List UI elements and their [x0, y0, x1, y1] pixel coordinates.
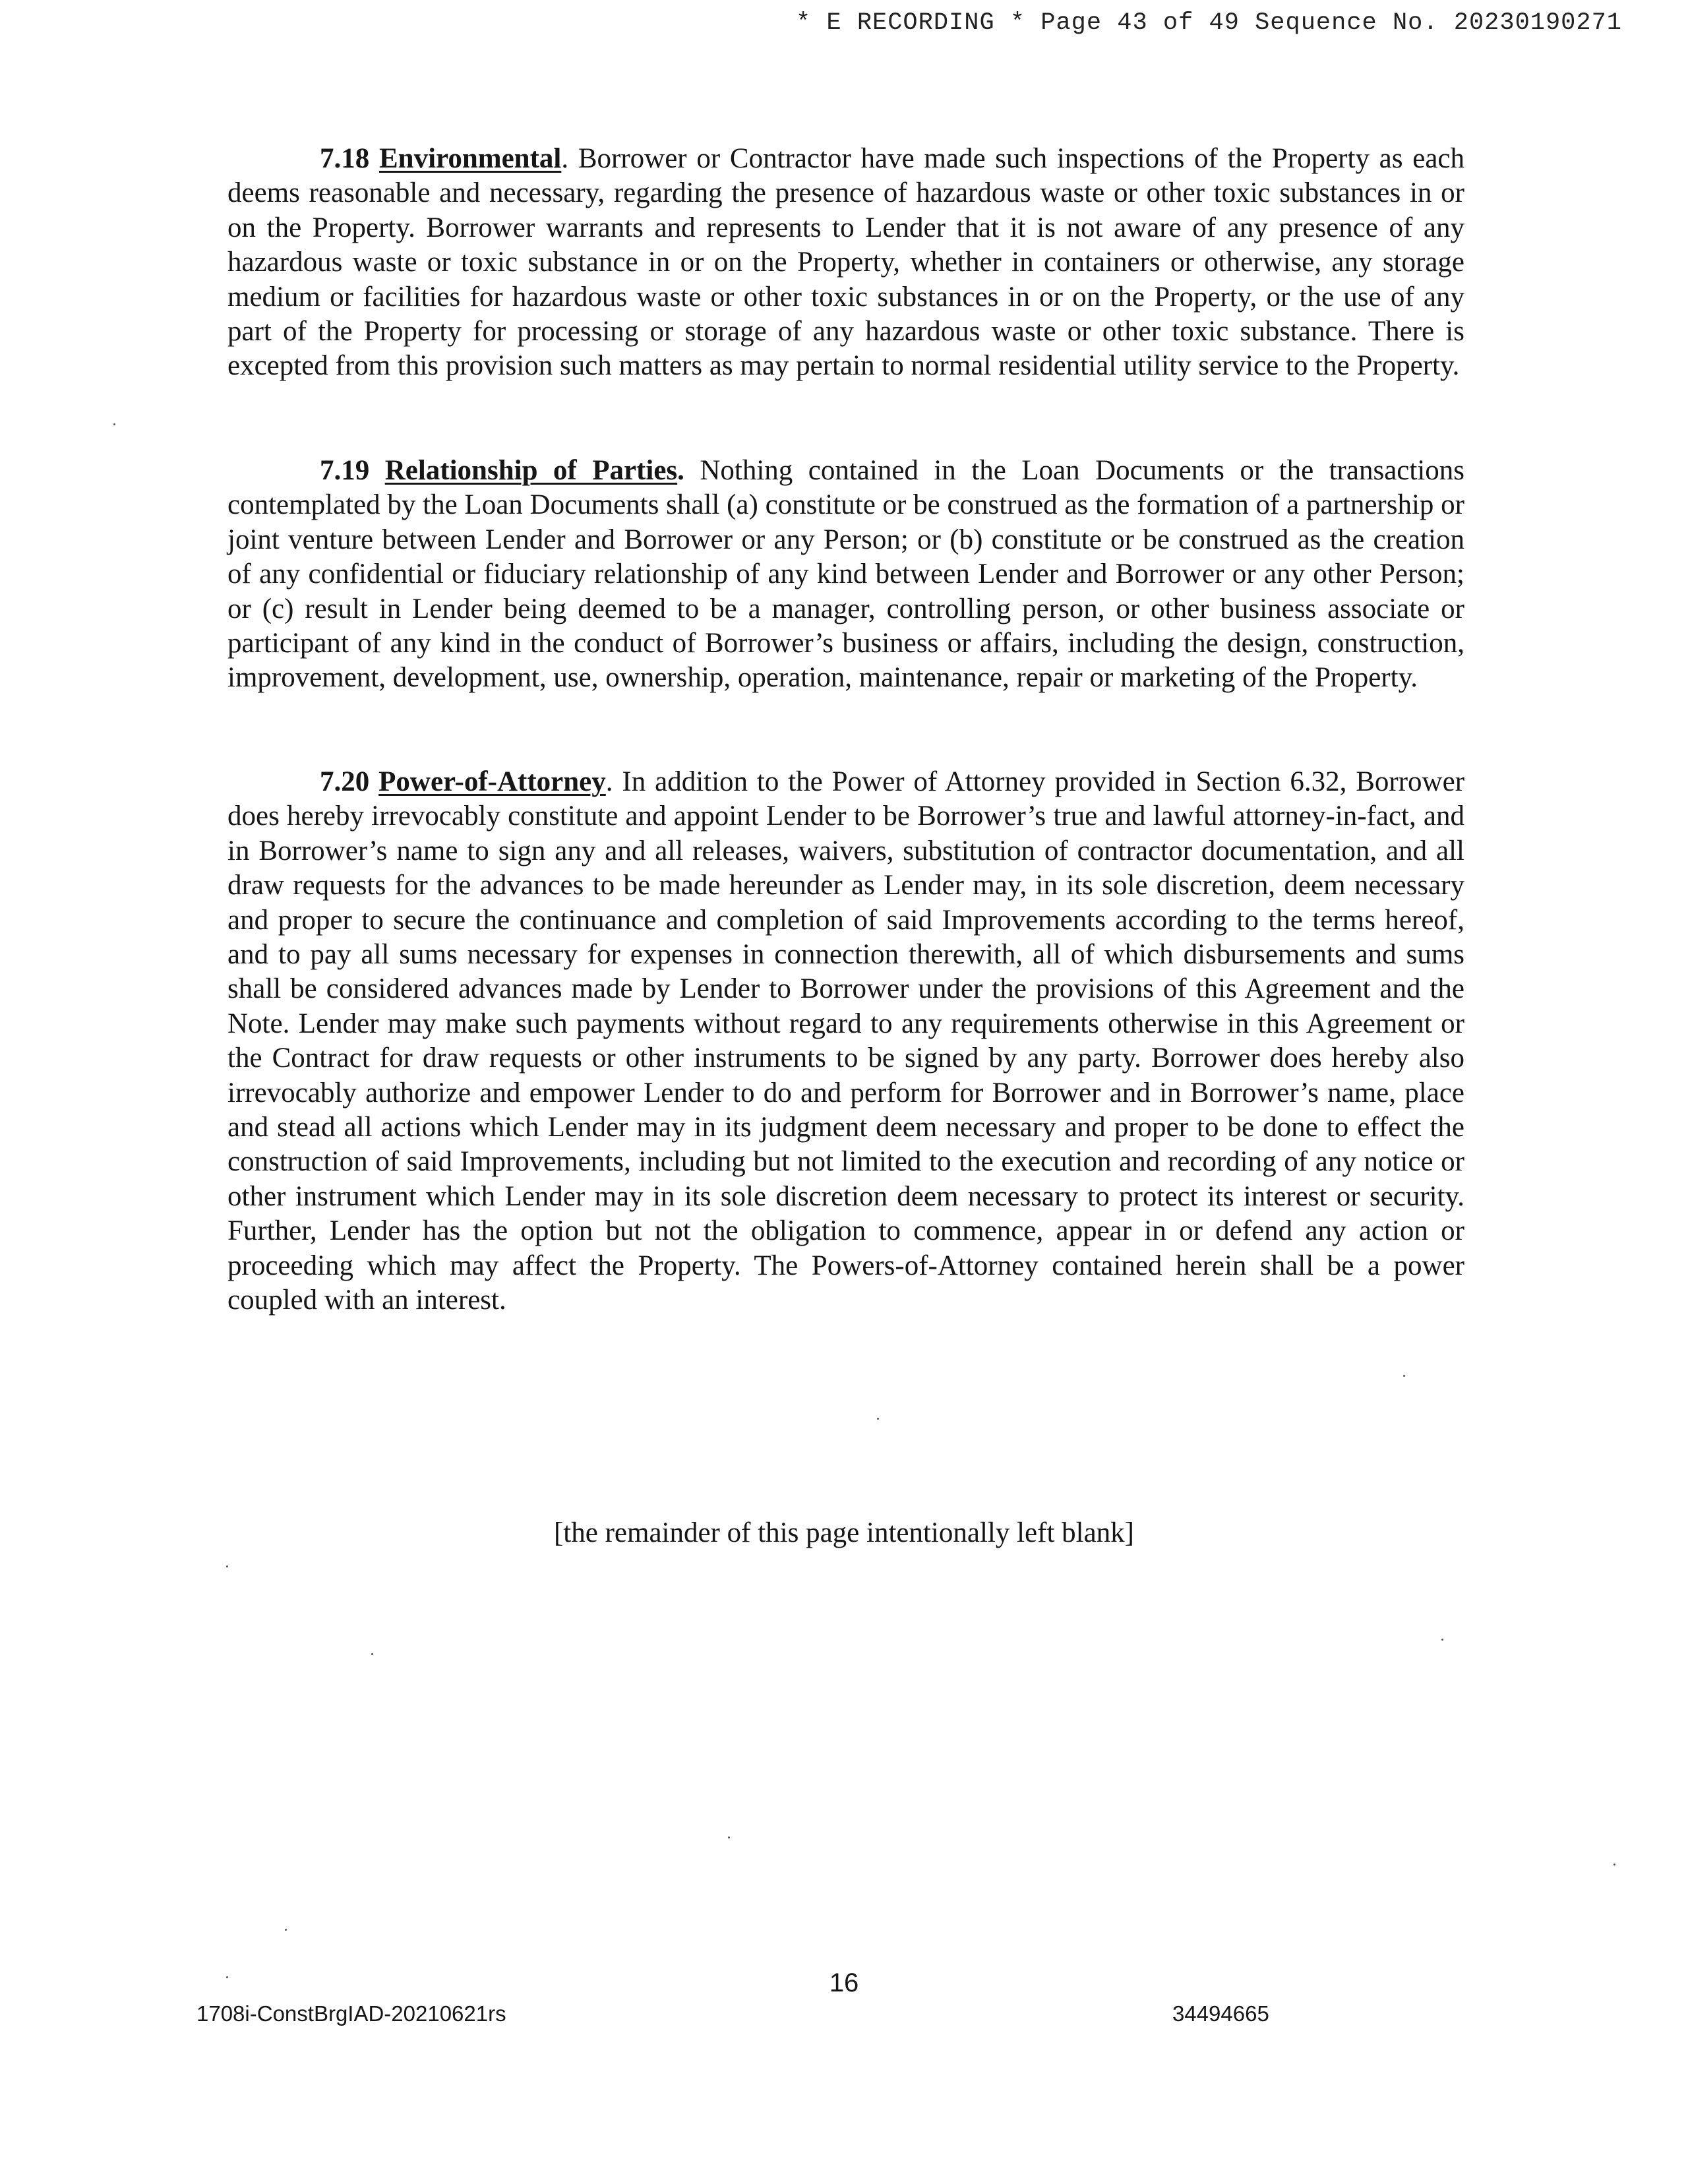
scan-speck: [1441, 1639, 1443, 1641]
blank-page-note: [the remainder of this page intentionally left blank]: [553, 1517, 1134, 1548]
scan-speck: [371, 1653, 373, 1655]
scan-speck: [226, 1565, 228, 1567]
scan-speck: [1403, 1375, 1405, 1377]
scan-speck: [226, 1976, 228, 1978]
section-paragraph: [227, 765, 1464, 1318]
section-number: 7.18: [320, 143, 370, 174]
scan-speck: [113, 423, 115, 425]
section-paragraph: [227, 454, 1464, 696]
section-title: Environmental: [378, 143, 562, 174]
section-number: 7.20: [320, 766, 370, 797]
section-title: Power-of-Attorney: [378, 766, 606, 797]
scan-speck: [1613, 1864, 1615, 1866]
section-title: Relationship of Parties: [384, 455, 678, 486]
page-number: 16: [829, 1968, 859, 1997]
section-text: In addition to the Power of Attorney provided in Section 6.32, Borrower does hereby irrevocably constitute and appoint Lender to be Borrower’s true and lawful attorney-in-fact, and in Borrower’s name to sign any and all releases, waivers, substitution of contractor documentation, and all draw requests for the advances to be made hereunder as Lender may, in its sole discretion, deem necessary and proper to secure the continuance and completion of said Improvements according to the terms hereof, and to pay all sums necessary for expenses in connection therewith, all of which disbursements and sums shall be considered advances made by Lender to Borrower under the provisions of this Agreement and the Note. Lender may make such payments without regard to any requirements otherwise in this Agreement or the Contract for draw requests or other instruments to be signed by any party. Borrower does hereby also irrevocably authorize and empower Lender to do and perform for Borrower and in Borrower’s name, place and stead all actions which Lender may in its judgment deem necessary and proper to be done to effect the construction of said Improvements, including but not limited to the execution and recording of any notice or other instrument which Lender may in its sole discretion deem necessary to protect its interest or security. Further, Lender has the option but not the obligation to commence, appear in or defend any action or proceeding which may affect the Property. The Powers-of-Attorney contained herein shall be a power coupled with an interest.: [227, 766, 1465, 1316]
document-number: 34494665: [1172, 2001, 1269, 2026]
section-paragraph: [227, 142, 1464, 384]
recording-stamp: * E RECORDING * Page 43 of 49 Sequence No. 20230190271: [796, 9, 1622, 37]
section-title-punct: .: [677, 455, 684, 486]
section-title-punct: .: [561, 143, 569, 174]
section-number: 7.19: [320, 455, 370, 486]
scan-speck: [877, 1418, 879, 1420]
section-7-19: [227, 454, 1464, 696]
section-7-18: [227, 142, 1464, 384]
section-title-punct: .: [605, 766, 613, 797]
section-text: Borrower or Contractor have made such inspections of the Property as each deems reasonable and necessary, regarding the presence of hazardous waste or other toxic substances in or on the Property. Borrower warrants and represents to Lender that it is not aware of any presence of any hazardous waste or toxic substance in or on the Property, whether in containers or otherwise, any storage medium or facilities for hazardous waste or other toxic substances in or on the Property, or the use of any part of the Property for processing or storage of any hazardous waste or other toxic substance. There is excepted from this provision such matters as may pertain to normal residential utility service to the Property.: [227, 143, 1464, 382]
section-text: Nothing contained in the Loan Documents or the transactions contemplated by the Loan Documents shall (a) constitute or be construed as the formation of a partnership or joint venture between Lender and Borrower or any Person; or (b) constitute or be construed as the creation of any confidential or fiduciary relationship of any kind between Lender and Borrower or any other Person; or (c) result in Lender being deemed to be a manager, controlling person, or other business associate or participant of any kind in the conduct of Borrower’s business or affairs, including the design, construction, improvement, development, use, ownership, operation, maintenance, repair or marketing of the Property.: [227, 455, 1464, 694]
section-7-20: [227, 765, 1464, 1318]
scan-speck: [285, 1929, 287, 1931]
document-code: 1708i-ConstBrgIAD-20210621rs: [196, 2001, 506, 2026]
scan-speck: [728, 1836, 730, 1838]
